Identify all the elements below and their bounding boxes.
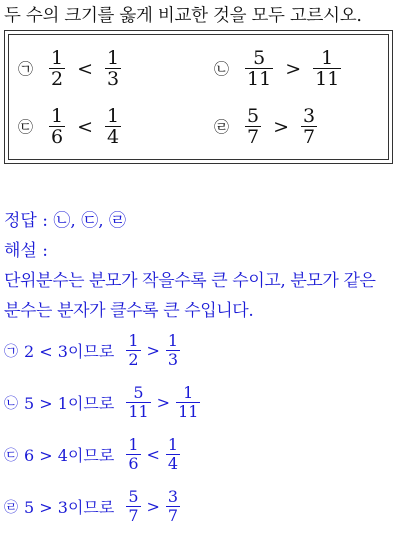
- denominator: 2: [128, 350, 139, 369]
- numerator: 5: [128, 487, 139, 506]
- numerator: 1: [51, 47, 64, 69]
- denominator: 7: [167, 506, 179, 525]
- comparison-operator: >: [273, 115, 290, 138]
- numerator: 5: [253, 47, 266, 69]
- option-a: [18, 48, 125, 89]
- step-text: 6 > 4이므로: [24, 446, 115, 465]
- fraction-left: [126, 436, 140, 473]
- fraction-right: [176, 384, 200, 421]
- fraction-left: [126, 384, 150, 421]
- answer-value: ㉡, ㉢, ㉣: [53, 211, 127, 231]
- fraction-left: [126, 488, 140, 525]
- denominator: 11: [247, 68, 272, 90]
- step-mark: ㉡: [4, 395, 18, 412]
- denominator: 7: [303, 126, 316, 148]
- solution-step-b: [4, 384, 204, 421]
- question-text: 두 수의 크기를 옳게 비교한 것을 모두 고르시오.: [4, 6, 362, 26]
- comparison-operator: <: [77, 115, 94, 138]
- denominator: 11: [178, 402, 199, 421]
- comparison-operator: >: [156, 393, 171, 412]
- fraction-right: [105, 106, 121, 147]
- option-mark: ㉡: [214, 60, 230, 78]
- solution-step-c: [4, 436, 184, 473]
- step-mark: ㉠: [4, 343, 18, 360]
- step-mark: ㉢: [4, 447, 18, 464]
- denominator: 11: [128, 402, 149, 421]
- fraction-right: [166, 436, 180, 473]
- fraction-left: [245, 106, 261, 147]
- denominator: 4: [167, 454, 179, 473]
- comparison-operator: <: [146, 445, 160, 464]
- denominator: 4: [107, 126, 120, 148]
- numerator: 1: [167, 435, 179, 454]
- solution-step-a: [4, 332, 184, 369]
- solution-line-2: 분수는 분자가 클수록 큰 수입니다.: [4, 301, 254, 321]
- fraction-right: [313, 48, 341, 89]
- fraction-right: [166, 488, 180, 525]
- denominator: 3: [107, 68, 120, 90]
- option-mark: ㉠: [18, 60, 34, 78]
- denominator: 3: [167, 350, 179, 369]
- denominator: 7: [128, 506, 139, 525]
- answer-label: 정답 :: [4, 211, 48, 231]
- option-b: [214, 48, 345, 89]
- fraction-right: [166, 332, 180, 369]
- numerator: 1: [167, 331, 179, 350]
- fraction-left: [49, 48, 65, 89]
- comparison-operator: >: [146, 497, 160, 516]
- numerator: 1: [321, 47, 334, 69]
- numerator: 1: [183, 383, 194, 402]
- fraction-left: [126, 332, 140, 369]
- denominator: 7: [247, 126, 260, 148]
- step-text: 5 > 3이므로: [24, 498, 115, 517]
- option-mark: ㉣: [214, 118, 230, 136]
- denominator: 11: [315, 68, 340, 90]
- solution-label: 해설 :: [4, 241, 48, 261]
- numerator: 3: [167, 487, 179, 506]
- denominator: 6: [51, 126, 64, 148]
- option-c: [18, 106, 125, 147]
- comparison-operator: <: [77, 57, 94, 80]
- numerator: 1: [128, 331, 139, 350]
- step-text: 2 < 3이므로: [24, 342, 115, 361]
- numerator: 5: [247, 105, 260, 127]
- fraction-right: [301, 106, 317, 147]
- numerator: 1: [51, 105, 64, 127]
- option-d: [214, 106, 321, 147]
- comparison-operator: >: [285, 57, 302, 80]
- option-mark: ㉢: [18, 118, 34, 136]
- numerator: 1: [107, 47, 120, 69]
- numerator: 5: [133, 383, 144, 402]
- fraction-left: [245, 48, 273, 89]
- step-text: 5 > 1이므로: [24, 394, 115, 413]
- solution-step-d: [4, 488, 184, 525]
- comparison-operator: >: [146, 341, 160, 360]
- denominator: 6: [128, 454, 139, 473]
- numerator: 3: [303, 105, 316, 127]
- answer-line: [4, 206, 126, 231]
- fraction-left: [49, 106, 65, 147]
- step-mark: ㉣: [4, 499, 18, 516]
- numerator: 1: [107, 105, 120, 127]
- fraction-right: [105, 48, 121, 89]
- numerator: 1: [128, 435, 139, 454]
- denominator: 2: [51, 68, 64, 90]
- solution-line-1: 단위분수는 분모가 작을수록 큰 수이고, 분모가 같은: [4, 271, 376, 291]
